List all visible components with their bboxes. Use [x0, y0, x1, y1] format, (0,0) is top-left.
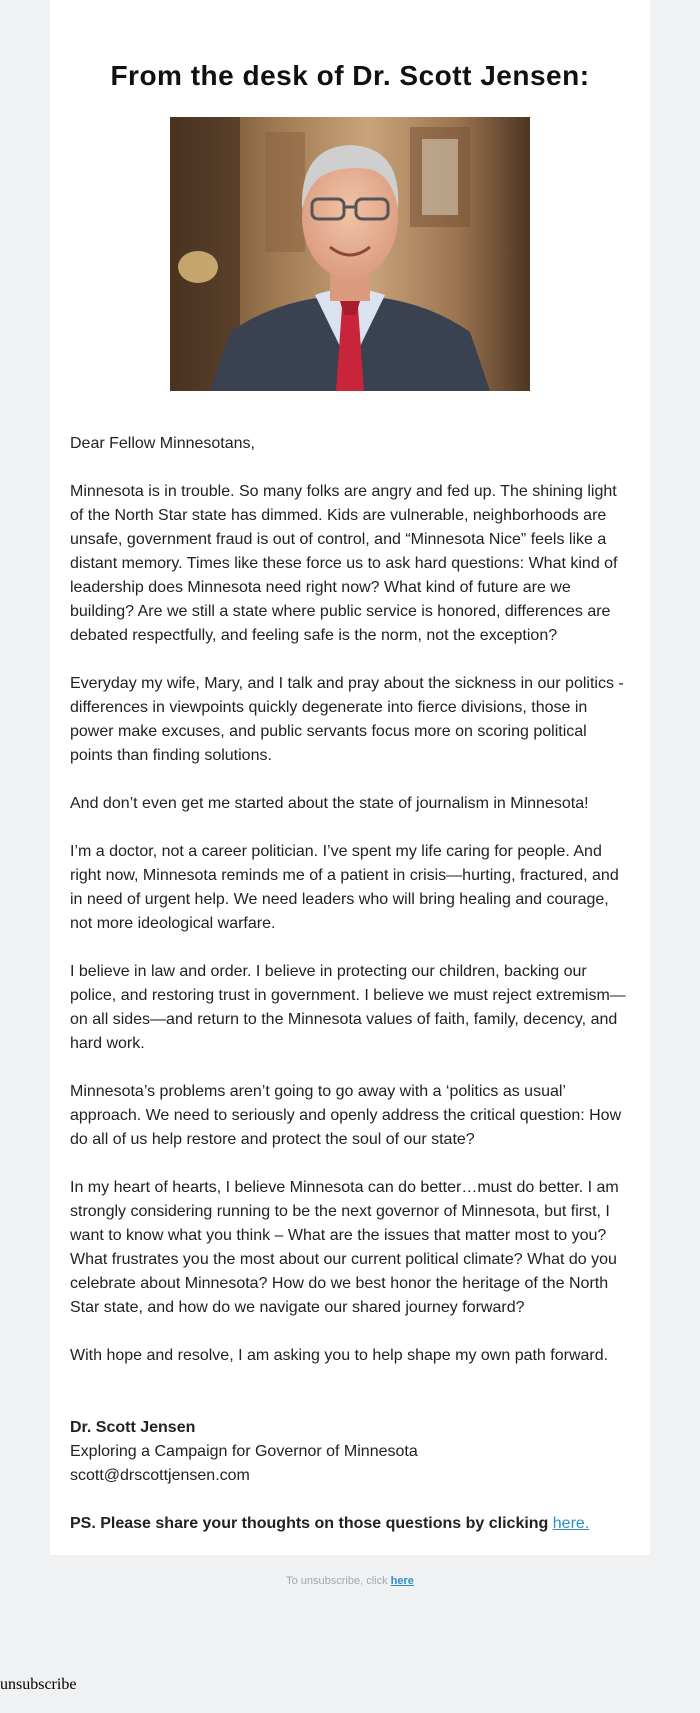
unsubscribe-text: To unsubscribe, click	[286, 1575, 391, 1587]
postscript-text: PS. Please share your thoughts on those questions by clicking	[70, 1515, 553, 1532]
bare-unsubscribe-text[interactable]: unsubscribe	[0, 1676, 77, 1693]
paragraph: I believe in law and order. I believe in protecting our children, backing our police, and restoring trust in government. I believe we must reject extremism—on all sides—and return to the Minnesota values of faith, family, decency, and hard work.	[70, 963, 626, 1052]
paragraph: Minnesota is in trouble. So many folks are angry and fed up. The shining light of the North Star state has dimmed. Kids are vulnerable, neighborhoods are unsafe, government fraud is out of control, and “Minnesota Nice” feels like a distant memory. Times like these force us to ask hard questions: What kind of leadership does Minnesota need right now? What kind of future are we building? Are we still a state where public service is honored, differences are debated respectfully, and feeling safe is the norm, not the exception?	[70, 483, 618, 644]
paragraph: I’m a doctor, not a career politician. I’ve spent my life caring for people. And right now, Minnesota reminds me of a patient in crisis—hurting, fractured, and in need of urgent help. We need leaders who will bring healing and courage, not more ideological warfare.	[70, 843, 619, 932]
paragraph: Everyday my wife, Mary, and I talk and pray about the sickness in our politics - differences in viewpoints quickly degenerate into fierce divisions, those in power make excuses, and public servants focus more on scoring political points than finding solutions.	[70, 675, 624, 764]
portrait-illustration	[170, 117, 530, 391]
salutation: Dear Fellow Minnesotans,	[70, 435, 255, 452]
page-title: From the desk of Dr. Scott Jensen:	[110, 60, 590, 91]
feedback-link[interactable]: here.	[552, 1515, 590, 1532]
signature-email: scott@drscottjensen.com	[70, 1467, 250, 1484]
signature-role: Exploring a Campaign for Governor of Minnesota	[70, 1443, 418, 1460]
signature-block	[70, 1416, 630, 1488]
postscript	[70, 1512, 630, 1536]
paragraph: And don’t even get me started about the state of journalism in Minnesota!	[70, 795, 589, 812]
letter-body	[70, 432, 630, 1536]
paragraph: Minnesota’s problems aren’t going to go away with a ‘politics as usual’ approach. We need to seriously and openly address the critical question: How do all of us help restore and protect the soul of our state?	[70, 1083, 622, 1148]
unsubscribe-link[interactable]: here	[390, 1575, 414, 1587]
unsubscribe-footer	[0, 1575, 700, 1587]
signature-name: Dr. Scott Jensen	[70, 1419, 196, 1436]
paragraph: In my heart of hearts, I believe Minnesota can do better…must do better. I am strongly considering running to be the next governor of Minnesota, but first, I want to know what you think – What are the issues that matter most to you? What frustrates you the most about our current political climate? What do you celebrate about Minnesota? How do we best honor the heritage of the North Star state, and how do we navigate our shared journey forward?	[70, 1179, 619, 1316]
portrait-photo	[170, 117, 530, 391]
email-card	[50, 0, 650, 1555]
closing-paragraph: With hope and resolve, I am asking you to help shape my own path forward.	[70, 1347, 609, 1364]
